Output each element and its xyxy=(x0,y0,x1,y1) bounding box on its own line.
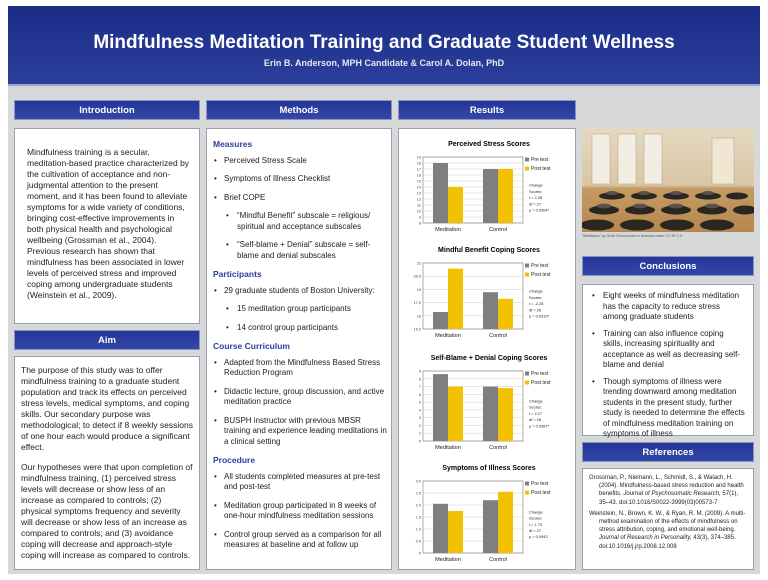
bar-posttest xyxy=(448,187,463,223)
x-category-label: Control xyxy=(488,227,508,233)
reference-item: Weinstein, N., Brown, K. W., & Ryan, R. M. (2009). A multi-method examination of the effects of mindfulness on stress attribution, coping, and emotional well-being. Journal of Research in Personality, 43(3), 374–385. doi:10.1016/j.jrp.2008.12.008 xyxy=(589,510,746,550)
course-item: • Adapted from the Mindfulness Based Stress Reduction Program xyxy=(213,358,387,379)
x-category-label: Control xyxy=(488,333,508,339)
y-tick-label: 9 xyxy=(418,369,421,374)
poster-authors: Erin B. Anderson, MPH Candidate & Carol A. Dolan, PhD xyxy=(263,58,505,68)
conclusion-item: • Though symptoms of illness were trending downward among meditation students in the present study, further study is needed to determine the effects of mindfulness meditation training on symptoms of illness xyxy=(591,377,745,440)
references-box xyxy=(582,468,754,570)
aim-header: Aim xyxy=(14,330,200,350)
y-tick-label: 3 xyxy=(418,416,421,421)
stats-label: p = 0.0943 xyxy=(529,534,548,540)
bar-pretest xyxy=(433,504,448,553)
participants-item: • 29 graduate students of Boston University: xyxy=(213,286,387,297)
legend-label: Pre test xyxy=(531,263,549,269)
chart-title: Perceived Stress Scores xyxy=(448,141,530,148)
poster xyxy=(8,6,760,574)
chart-symptoms-illness xyxy=(403,465,575,567)
y-tick-label: 16 xyxy=(416,314,421,319)
bar-posttest xyxy=(448,511,463,553)
introduction-box xyxy=(14,128,200,324)
y-tick-label: 11 xyxy=(417,203,421,208)
x-category-label: Meditation xyxy=(435,333,461,339)
measures-heading: Measures xyxy=(213,139,253,149)
introduction-text: Mindfulness training is a secular, meditation-based practice characterized by the cultivation of acceptance and non-judgmental attention to the present moment, and it has been found to alleviate symptoms for a wide variety of conditions, bringing cost-effective improvements in both physical health and psychological wellbeing (Grossman et al., 2004). Previous research has shown that mindfulness has been associated in lower levels of perceived stress and improved coping among undergraduate students (Weinstein et al., 2009). xyxy=(27,147,190,300)
y-tick-label: 2 xyxy=(418,423,421,428)
y-tick-label: 12 xyxy=(416,197,421,202)
meditation-room-illustration xyxy=(582,128,754,232)
conclusion-item: • Training can also influence coping skills, increasing spirituality and acceptance as well as decreasing self-blame and denial xyxy=(591,329,745,371)
y-tick-label: 1.0 xyxy=(415,527,421,532)
stats-label: df = 27 xyxy=(529,528,542,533)
stats-label: Change xyxy=(529,398,543,404)
y-tick-label: 17.5 xyxy=(413,301,421,306)
references-header: References xyxy=(582,442,754,462)
legend-label: Post test xyxy=(531,272,551,278)
chart-title: Self-Blame + Denial Coping Scores xyxy=(430,355,548,362)
stats-label: df = 26 xyxy=(529,307,542,313)
reference-item: Grossman, P., Niemann, L., Schmidt, S., & Walach, H. (2004). Mindfulness-based stress reduction and health benefits. Journal of Psychosomatic Research, 57(1), 35–43. doi:10.1016/S0022-3999(03)00573-7 xyxy=(589,475,744,506)
stats-label: Scores: xyxy=(529,188,543,194)
aim-hypotheses-text: Our hypotheses were that upon completion of mindfulness training, (1) perceived stress levels will decrease or show less of an increase as compared to controls; (2) physical symptoms frequency and severity will decrease or show less of an increase as compared to controls; and (3) avoidance coping will decrease and approach-style coping will increase as compared to controls. xyxy=(21,462,193,560)
procedure-item: • Meditation group participated in 8 weeks of one-hour mindfulness meditation sessions xyxy=(213,501,387,522)
conclusions-box xyxy=(582,284,754,436)
y-tick-label: 8 xyxy=(418,221,421,226)
bar-pretest xyxy=(483,387,498,441)
y-tick-label: 6 xyxy=(418,392,421,397)
y-tick-label: 19 xyxy=(416,287,421,292)
y-tick-label: 0 xyxy=(418,551,421,556)
results-header: Results xyxy=(398,100,576,120)
procedure-item: • Control group served as a comparison for all measures at baseline and at follow up xyxy=(213,530,387,551)
stats-label: t = 2.28 xyxy=(529,195,543,201)
y-tick-label: 2.5 xyxy=(415,491,421,496)
results-box xyxy=(398,128,576,570)
legend-label: Pre test xyxy=(531,481,549,487)
y-tick-label: 20.5 xyxy=(413,274,421,279)
y-tick-label: 15.0 xyxy=(413,327,421,332)
conclusion-item: • Eight weeks of mindfulness meditation has the capacity to reduce stress among graduate students xyxy=(591,291,745,323)
chart-title: Mindful Benefit Coping Scores xyxy=(438,247,540,254)
bar-pretest xyxy=(483,169,498,223)
methods-box xyxy=(206,128,392,570)
y-tick-label: 1.5 xyxy=(415,515,421,520)
stats-label: p = 0.0387* xyxy=(529,423,550,429)
stats-label: p = 0.0304* xyxy=(529,207,550,213)
participants-subitem: • 15 meditation group participants xyxy=(213,304,387,315)
course-heading: Course Curriculum xyxy=(213,341,290,351)
chart-mindful-benefit xyxy=(403,247,575,343)
bar-posttest xyxy=(498,388,513,441)
poster-title: Mindfulness Meditation Training and Graduate Student Wellness xyxy=(93,32,675,53)
y-tick-label: 7 xyxy=(418,385,421,390)
participants-heading: Participants xyxy=(213,269,262,279)
participants-subitem: • 14 control group participants xyxy=(213,323,387,334)
y-tick-label: 0.5 xyxy=(415,539,421,544)
y-tick-label: 17 xyxy=(416,167,421,172)
bar-posttest xyxy=(498,169,513,223)
measure-item: • Brief COPE xyxy=(213,193,387,204)
bar-posttest xyxy=(498,299,513,329)
y-tick-label: 22 xyxy=(416,261,421,266)
course-item: • Didactic lecture, group discussion, and active meditation practice xyxy=(213,387,387,408)
stats-label: t = 2.17 xyxy=(529,410,543,416)
x-category-label: Meditation xyxy=(435,445,461,451)
y-tick-label: 2.0 xyxy=(415,503,421,508)
y-tick-label: 14 xyxy=(416,185,421,190)
stats-label: df = 27 xyxy=(529,201,542,207)
aim-box xyxy=(14,356,200,570)
legend-swatch xyxy=(525,167,529,171)
course-item: • BUSPH instructor with previous MBSR training and experience leading meditations in a clinical setting xyxy=(213,416,387,448)
conclusions-header: Conclusions xyxy=(582,256,754,276)
stats-label: Change xyxy=(529,509,543,515)
meditation-room-photo xyxy=(582,128,754,232)
legend-swatch xyxy=(525,273,529,277)
title-banner xyxy=(8,6,760,86)
y-tick-label: 16 xyxy=(416,173,421,178)
chart-title: Symptoms of Illness Scores xyxy=(442,465,536,472)
measure-subitem: • “Mindful Benefit” subscale = religious/ spiritual and acceptance subscales xyxy=(213,211,387,232)
bar-posttest xyxy=(448,269,463,329)
bar-posttest xyxy=(448,387,463,441)
legend-swatch xyxy=(525,482,529,486)
chart-self-blame-denial xyxy=(403,355,575,455)
aim-purpose-text: The purpose of this study was to offer mindfulness training to a graduate student population and track its effects on perceived stress levels, medical symptoms, and coping skills. Our secondary purpose was methodological; to detect if 8 weekly sessions of one hour each would produce a significant effect. xyxy=(21,365,193,452)
y-tick-label: 5 xyxy=(418,400,421,405)
y-tick-label: 8 xyxy=(418,377,421,382)
legend-label: Pre test xyxy=(531,371,549,377)
stats-label: t = 1.73 xyxy=(529,521,543,527)
procedure-heading: Procedure xyxy=(213,455,256,465)
stats-label: t = -2.28 xyxy=(529,301,544,307)
bar-pretest xyxy=(433,163,448,223)
photo-caption: "Meditation" by Scott Schumacher is licensed under CC BY 2.0 xyxy=(582,234,683,238)
y-tick-label: 19 xyxy=(416,155,421,160)
bar-pretest xyxy=(433,374,448,441)
y-tick-label: 13 xyxy=(416,191,421,196)
stats-label: df = 26 xyxy=(529,417,542,423)
x-category-label: Control xyxy=(488,445,508,451)
bar-pretest xyxy=(483,500,498,553)
legend-label: Post test xyxy=(531,166,551,172)
measure-item: • Perceived Stress Scale xyxy=(213,156,387,167)
stats-label: Scores: xyxy=(529,294,543,300)
x-category-label: Control xyxy=(488,557,508,563)
stats-label: p = 0.0310* xyxy=(529,313,550,319)
legend-swatch xyxy=(525,264,529,268)
legend-swatch xyxy=(525,381,529,385)
y-tick-label: 9 xyxy=(418,215,421,220)
x-category-label: Meditation xyxy=(435,557,461,563)
y-tick-label: 0 xyxy=(418,439,421,444)
procedure-item: • All students completed measures at pre-test and post-test xyxy=(213,472,387,493)
methods-header: Methods xyxy=(206,100,392,120)
stats-label: Scores: xyxy=(529,515,543,521)
y-tick-label: 4 xyxy=(418,408,421,413)
bar-pretest xyxy=(433,312,448,329)
introduction-header: Introduction xyxy=(14,100,200,120)
legend-label: Post test xyxy=(531,380,551,386)
legend-label: Post test xyxy=(531,490,551,496)
y-tick-label: 18 xyxy=(416,161,421,166)
x-category-label: Meditation xyxy=(435,227,461,233)
stats-label: Change xyxy=(529,182,543,188)
legend-label: Pre test xyxy=(531,157,549,163)
y-tick-label: 10 xyxy=(416,209,421,214)
stats-label: Change xyxy=(529,288,543,294)
chart-perceived-stress xyxy=(403,141,575,237)
legend-swatch xyxy=(525,491,529,495)
measure-subitem: • “Self-blame + Denial” subscale = self-blame and denial subscales xyxy=(213,240,387,261)
y-tick-label: 15 xyxy=(416,179,421,184)
legend-swatch xyxy=(525,158,529,162)
measure-item: • Symptoms of Illness Checklist xyxy=(213,174,387,185)
bar-pretest xyxy=(483,292,498,329)
bar-posttest xyxy=(498,492,513,553)
y-tick-label: 3.0 xyxy=(415,479,421,484)
y-tick-label: 1 xyxy=(418,431,421,436)
stats-label: Scores: xyxy=(529,404,543,410)
legend-swatch xyxy=(525,372,529,376)
